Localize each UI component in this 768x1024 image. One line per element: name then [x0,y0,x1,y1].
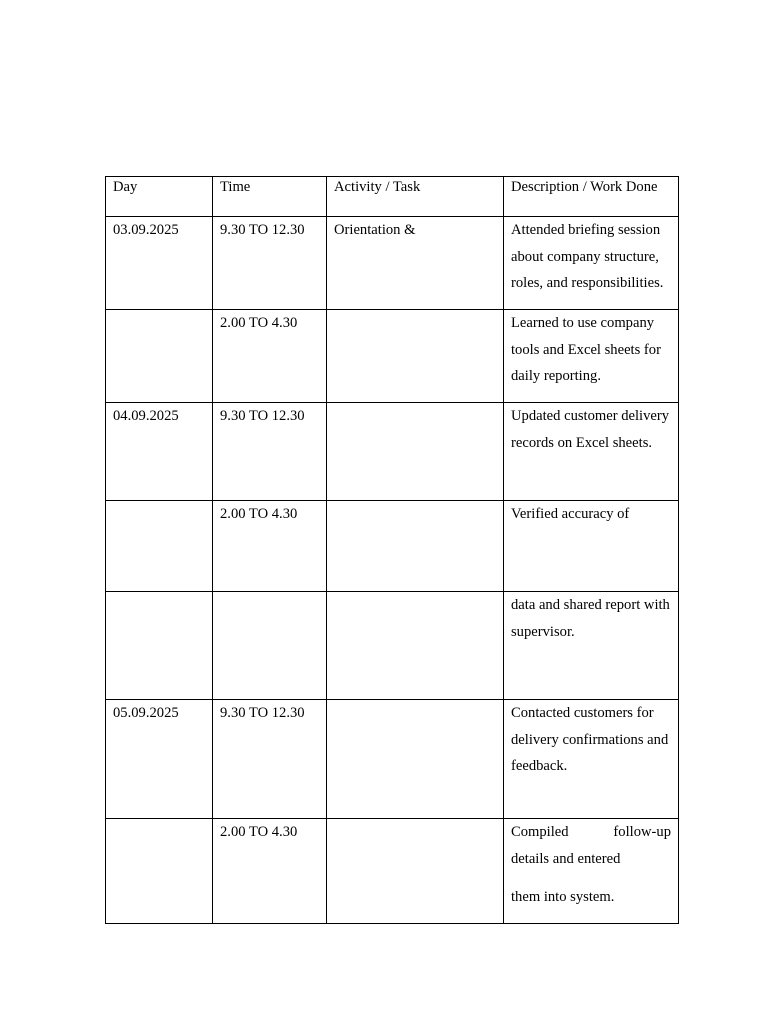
table-row [106,217,679,310]
time-cell: 2.00 TO 4.30 [213,819,327,924]
header-time: Time [213,177,327,217]
table-row [106,592,679,700]
header-day: Day [106,177,213,217]
activity-cell [327,310,504,403]
table-row [106,403,679,501]
activity-cell [327,700,504,819]
table-row [106,700,679,819]
day-cell: 05.09.2025 [106,700,213,819]
description-cell: Verified accuracy of [504,501,679,592]
day-cell [106,819,213,924]
time-cell: 9.30 TO 12.30 [213,700,327,819]
description-continued-text: them into system. [511,889,615,906]
description-cell: data and shared report with supervisor. [504,592,679,700]
table-header-row [106,177,679,217]
day-cell: 03.09.2025 [106,217,213,310]
header-activity: Activity / Task [327,177,504,217]
activity-cell [327,501,504,592]
description-cell [504,819,679,924]
time-cell [213,592,327,700]
table-row [106,501,679,592]
activity-cell [327,403,504,501]
activity-cell [327,592,504,700]
time-cell: 2.00 TO 4.30 [213,310,327,403]
activity-cell: Orientation & [327,217,504,310]
description-cell: Updated customer delivery records on Excel sheets. [504,403,679,501]
description-cell: Learned to use company tools and Excel sheets for daily reporting. [504,310,679,403]
table-row [106,310,679,403]
time-cell: 9.30 TO 12.30 [213,403,327,501]
daily-activity-table [105,176,679,924]
description-cell: Contacted customers for delivery confirmations and feedback. [504,700,679,819]
day-cell: 04.09.2025 [106,403,213,501]
day-cell [106,310,213,403]
day-cell [106,501,213,592]
header-description: Description / Work Done [504,177,679,217]
time-cell: 9.30 TO 12.30 [213,217,327,310]
day-cell [106,592,213,700]
description-text: Compiled follow-up details and entered [511,824,671,867]
activity-cell [327,819,504,924]
time-cell: 2.00 TO 4.30 [213,501,327,592]
description-cell: Attended briefing session about company structure, roles, and responsibilities. [504,217,679,310]
table-row [106,819,679,924]
